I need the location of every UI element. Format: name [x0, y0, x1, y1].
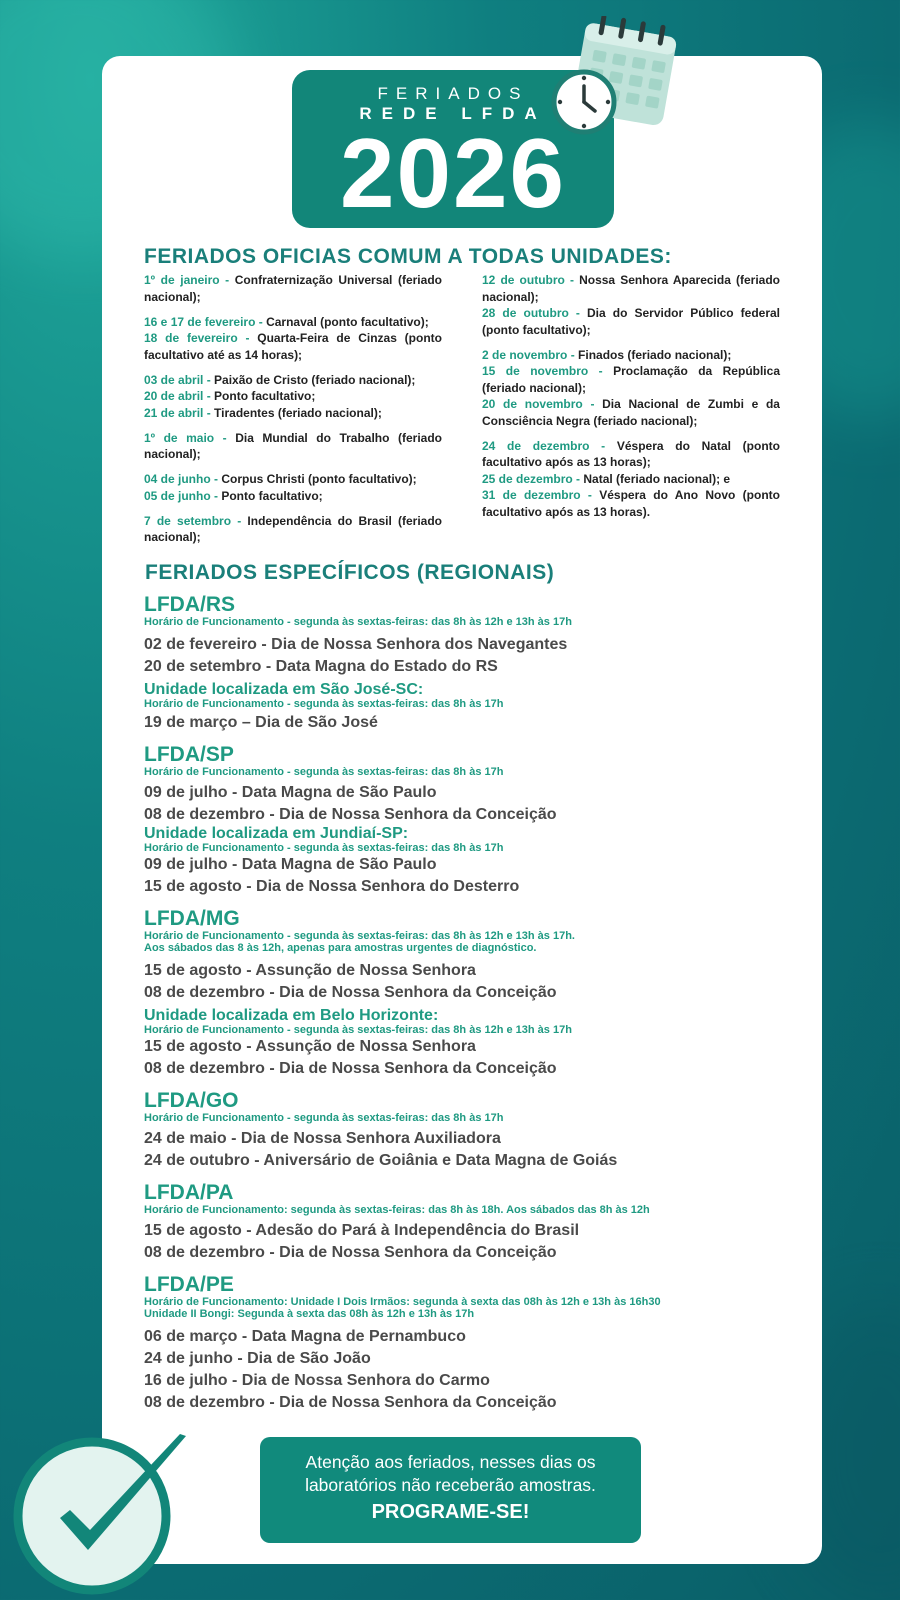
holiday-date: 05 de junho -	[144, 488, 222, 503]
holiday-description: Confraternização Universal (feriado nacional);	[144, 273, 442, 304]
holiday-date: 04 de junho -	[144, 472, 222, 486]
holiday-description: Corpus Christi (ponto facultativo);	[221, 472, 417, 486]
holiday-date: 24 de dezembro -	[482, 438, 617, 453]
holiday-entry	[482, 347, 780, 364]
unit-title: LFDA/SP	[144, 743, 234, 766]
calendar-clock-icon	[548, 16, 680, 136]
official-holidays-left-column	[144, 272, 442, 554]
holiday-entry	[482, 272, 780, 305]
holiday-date: 25 de dezembro -	[482, 471, 584, 486]
regional-holiday: 24 de maio - Dia de Nossa Senhora Auxiliadora	[144, 1130, 501, 1147]
regional-holiday: 08 de dezembro - Dia de Nossa Senhora da Conceição	[144, 806, 557, 823]
holiday-description: Quarta-Feira de Cinzas (ponto facultativo até as 14 horas);	[144, 331, 442, 362]
regional-holiday: 15 de agosto - Dia de Nossa Senhora do Desterro	[144, 878, 520, 895]
regional-holiday: 15 de agosto - Assunção de Nossa Senhora	[144, 962, 476, 979]
notice-line-1: Atenção aos feriados, nesses dias os	[305, 1452, 596, 1472]
holiday-description: Véspera do Ano Novo (ponto facultativo após as 13 horas).	[482, 488, 780, 519]
unit-title: LFDA/RS	[144, 593, 235, 616]
regional-holiday: 08 de dezembro - Dia de Nossa Senhora da Conceição	[144, 984, 557, 1001]
subunit-title: Unidade localizada em São José-SC:	[144, 681, 424, 698]
holiday-date: 1º de maio -	[144, 430, 236, 445]
regional-holiday: 15 de agosto - Assunção de Nossa Senhora	[144, 1038, 476, 1055]
holiday-group	[144, 372, 442, 422]
holiday-description: Ponto facultativo;	[221, 488, 323, 503]
regional-holidays-heading: FERIADOS ESPECÍFICOS (REGIONAIS)	[145, 561, 555, 584]
holiday-date: 2 de novembro -	[482, 347, 579, 362]
holiday-entry	[482, 471, 780, 488]
opening-hours: Aos sábados das 8 às 12h, apenas para amostras urgentes de diagnóstico.	[144, 942, 537, 954]
opening-hours: Horário de Funcionamento - segunda às sextas-feiras: das 8h às 17h	[144, 842, 504, 854]
unit-title: LFDA/GO	[144, 1089, 239, 1112]
holiday-description: Tiradentes (feriado nacional);	[214, 405, 382, 420]
opening-hours: Horário de Funcionamento: segunda às sextas-feiras: das 8h às 18h. Aos sábados das 8h às 12h	[144, 1204, 650, 1216]
holiday-entry	[482, 487, 780, 520]
official-holidays-heading: FERIADOS OFICIAS COMUM A TODAS UNIDADES:	[144, 245, 672, 268]
unit-title: LFDA/PE	[144, 1273, 234, 1296]
holiday-entry	[144, 513, 442, 546]
notice-line-2: laboratórios não receberão amostras.	[305, 1475, 596, 1495]
checkmark-circle-icon	[8, 1426, 198, 1596]
regional-holiday: 09 de julho - Data Magna de São Paulo	[144, 784, 437, 801]
holiday-date: 1º de janeiro -	[144, 273, 235, 287]
holiday-date: 18 de fevereiro -	[144, 331, 258, 345]
notice-line-3: PROGRAME-SE!	[371, 1501, 530, 1523]
unit-title: LFDA/PA	[144, 1181, 234, 1204]
title-year: 2026	[339, 118, 566, 228]
regional-holiday: 08 de dezembro - Dia de Nossa Senhora da Conceição	[144, 1394, 557, 1411]
holiday-entry	[144, 471, 442, 488]
holiday-entry	[144, 372, 442, 389]
holiday-date: 12 de outubro -	[482, 273, 580, 287]
holiday-description: Proclamação da República (feriado nacional);	[482, 364, 780, 395]
holiday-description: Nossa Senhora Aparecida (feriado nacional);	[482, 273, 780, 304]
holiday-entry	[144, 314, 442, 331]
holiday-entry	[144, 330, 442, 363]
holiday-group	[144, 471, 442, 504]
regional-holiday: 16 de julho - Dia de Nossa Senhora do Carmo	[144, 1372, 490, 1389]
regional-holiday: 06 de março - Data Magna de Pernambuco	[144, 1328, 466, 1345]
holiday-description: Carnaval (ponto facultativo);	[266, 314, 429, 329]
holiday-group	[144, 513, 442, 546]
holiday-entry	[144, 272, 442, 305]
regional-holidays-list	[144, 590, 804, 1414]
opening-hours: Horário de Funcionamento: Unidade I Dois Irmãos: segunda à sexta das 08h às 12h e 13h às 16h30	[144, 1296, 661, 1308]
holiday-description: Dia Nacional de Zumbi e da Consciência Negra (feriado nacional);	[482, 397, 780, 428]
holiday-entry	[144, 430, 442, 463]
holiday-date: 28 de outubro -	[482, 306, 587, 320]
opening-hours: Horário de Funcionamento - segunda às sextas-feiras: das 8h às 17h	[144, 766, 504, 778]
regional-holiday: 19 de março – Dia de São José	[144, 714, 378, 731]
holiday-description: Natal (feriado nacional); e	[583, 471, 731, 486]
opening-hours: Unidade II Bongi: Segunda à sexta das 08h às 12h e 13h às 17h	[144, 1308, 475, 1320]
unit-title: LFDA/MG	[144, 907, 240, 930]
opening-hours: Horário de Funcionamento - segunda às sextas-feiras: das 8h às 12h e 13h às 17h	[144, 616, 572, 628]
subunit-title: Unidade localizada em Belo Horizonte:	[144, 1007, 439, 1024]
holiday-description: Véspera do Natal (ponto facultativo após as 13 horas);	[482, 438, 780, 469]
holiday-date: 03 de abril -	[144, 372, 215, 387]
regional-holiday: 24 de junho - Dia de São João	[144, 1350, 371, 1367]
opening-hours: Horário de Funcionamento - segunda às sextas-feiras: das 8h às 17h	[144, 1112, 504, 1124]
holiday-group	[144, 272, 442, 305]
official-holidays-right-column	[482, 272, 780, 529]
holiday-entry	[482, 363, 780, 396]
holiday-group	[482, 438, 780, 521]
holiday-group	[144, 314, 442, 364]
regional-holiday: 02 de fevereiro - Dia de Nossa Senhora dos Navegantes	[144, 636, 568, 653]
regional-holiday: 15 de agosto - Adesão do Pará à Independência do Brasil	[144, 1222, 580, 1239]
holiday-description: Dia Mundial do Trabalho (feriado nacional);	[144, 430, 443, 461]
title-line-1: FERIADOS	[377, 84, 529, 103]
holiday-entry	[482, 305, 780, 338]
regional-holiday: 08 de dezembro - Dia de Nossa Senhora da Conceição	[144, 1244, 557, 1261]
holiday-entry	[482, 396, 780, 429]
holiday-entry	[144, 405, 442, 422]
regional-holiday: 09 de julho - Data Magna de São Paulo	[144, 856, 437, 873]
holiday-date: 7 de setembro -	[144, 513, 248, 528]
holiday-entry	[144, 488, 442, 505]
holiday-date: 31 de dezembro -	[482, 488, 600, 502]
holiday-group	[482, 347, 780, 430]
holiday-entry	[482, 438, 780, 471]
regional-holiday: 24 de outubro - Aniversário de Goiânia e Data Magna de Goiás	[144, 1152, 618, 1169]
holiday-description: Dia do Servidor Público federal (ponto facultativo);	[482, 306, 781, 337]
holiday-description: Ponto facultativo;	[214, 389, 316, 403]
regional-holiday: 20 de setembro - Data Magna do Estado do RS	[144, 658, 498, 675]
subunit-title: Unidade localizada em Jundiaí-SP:	[144, 825, 409, 842]
holiday-group	[482, 272, 780, 338]
notice-box	[260, 1437, 641, 1543]
opening-hours: Horário de Funcionamento - segunda às sextas-feiras: das 8h às 12h e 13h às 17h	[144, 1024, 572, 1036]
holiday-description: Paixão de Cristo (feriado nacional);	[214, 372, 416, 387]
opening-hours: Horário de Funcionamento - segunda às sextas-feiras: das 8h às 12h e 13h às 17h.	[144, 930, 575, 942]
holiday-description: Independência do Brasil (feriado nacional);	[144, 513, 442, 544]
holiday-group	[144, 430, 442, 463]
holiday-date: 21 de abril -	[144, 405, 215, 420]
holiday-date: 20 de abril -	[144, 389, 215, 403]
holiday-date: 15 de novembro -	[482, 364, 614, 378]
regional-holiday: 08 de dezembro - Dia de Nossa Senhora da Conceição	[144, 1060, 557, 1077]
opening-hours: Horário de Funcionamento - segunda às sextas-feiras: das 8h às 17h	[144, 698, 504, 710]
holiday-description: Finados (feriado nacional);	[578, 347, 732, 362]
holiday-date: 20 de novembro -	[482, 397, 603, 411]
title-line-2: REDE LFDA	[359, 104, 547, 123]
holiday-date: 16 e 17 de fevereiro -	[144, 314, 267, 329]
holiday-entry	[144, 388, 442, 405]
